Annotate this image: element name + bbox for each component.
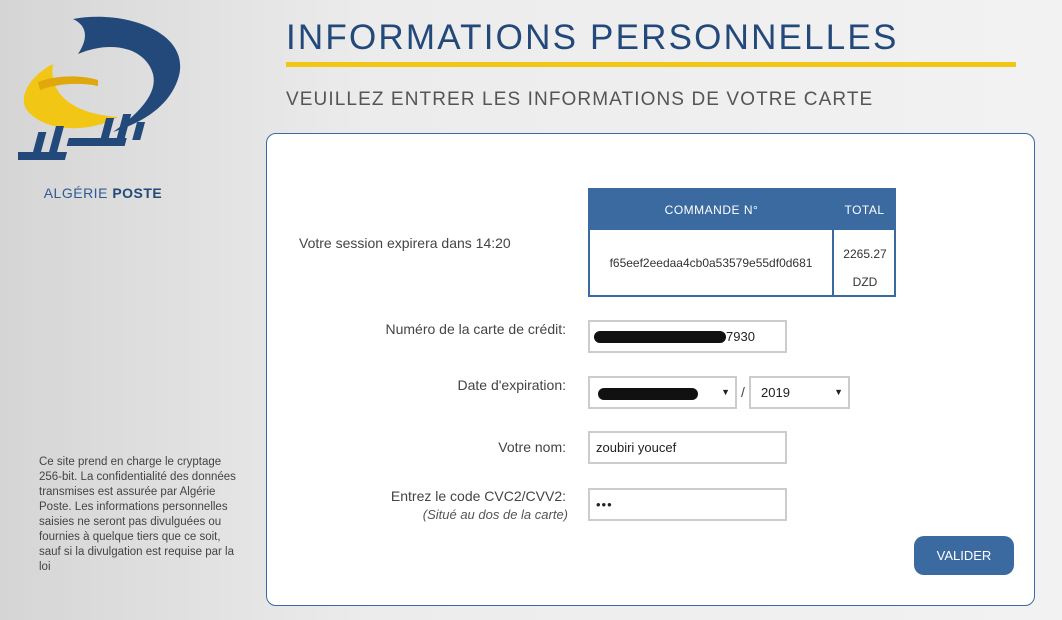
name-label: Votre nom: [498, 439, 566, 455]
expiry-month-select[interactable] [588, 376, 737, 409]
redaction-scribble [594, 331, 726, 343]
total-currency: DZD [852, 275, 878, 289]
algerie-poste-logo [18, 14, 188, 204]
order-number-value: f65eef2eedaa4cb0a53579e55df0d681 [609, 256, 813, 270]
order-summary-table [588, 188, 896, 297]
session-timer: Votre session expirera dans 14:20 [299, 235, 511, 251]
logo-wordmark: ALGÉRIE POSTE [43, 185, 163, 201]
expiry-separator: / [741, 384, 745, 400]
security-note: Ce site prend en charge le cryptage 256-bit. La confidentialité des données transmises est assurée par Algérie Poste. Les informations personnelles saisies ne seront pas divulguées ou fournies à quelque tiers que ce soit, sauf si la divulgation est requise par la loi [39, 456, 236, 573]
order-table-header [590, 190, 894, 230]
cvc-input[interactable]: ••• [588, 488, 787, 521]
title-underline [286, 62, 1016, 67]
card-number-suffix: 7930 [726, 329, 755, 344]
validate-button[interactable]: VALIDER [914, 536, 1014, 575]
expiry-label: Date d'expiration: [457, 377, 566, 393]
total-value [834, 240, 896, 296]
page-title: INFORMATIONS PERSONNELLES [286, 18, 899, 57]
page-subtitle: VEUILLEZ ENTRER LES INFORMATIONS DE VOTRE CARTE [286, 89, 874, 110]
chevron-down-icon: ▼ [834, 387, 843, 397]
total-amount: 2265.27 [843, 247, 887, 261]
cvc-hint: (Situé au dos de la carte) [422, 507, 568, 522]
order-number-header: COMMANDE N° [664, 203, 759, 217]
chevron-down-icon: ▼ [721, 387, 730, 397]
expiry-year-select[interactable] [749, 376, 850, 409]
cvc-label: Entrez le code CVC2/CVV2: [390, 488, 566, 504]
name-input[interactable]: zoubiri youcef [588, 431, 787, 464]
card-number-input[interactable] [588, 320, 787, 353]
redaction-scribble [598, 388, 698, 400]
total-header: TOTAL [844, 203, 885, 217]
expiry-year-value: 2019 [761, 385, 790, 400]
card-number-label: Numéro de la carte de crédit: [385, 321, 566, 337]
payment-form-panel [266, 133, 1035, 606]
logo-emblem-icon [18, 14, 188, 184]
